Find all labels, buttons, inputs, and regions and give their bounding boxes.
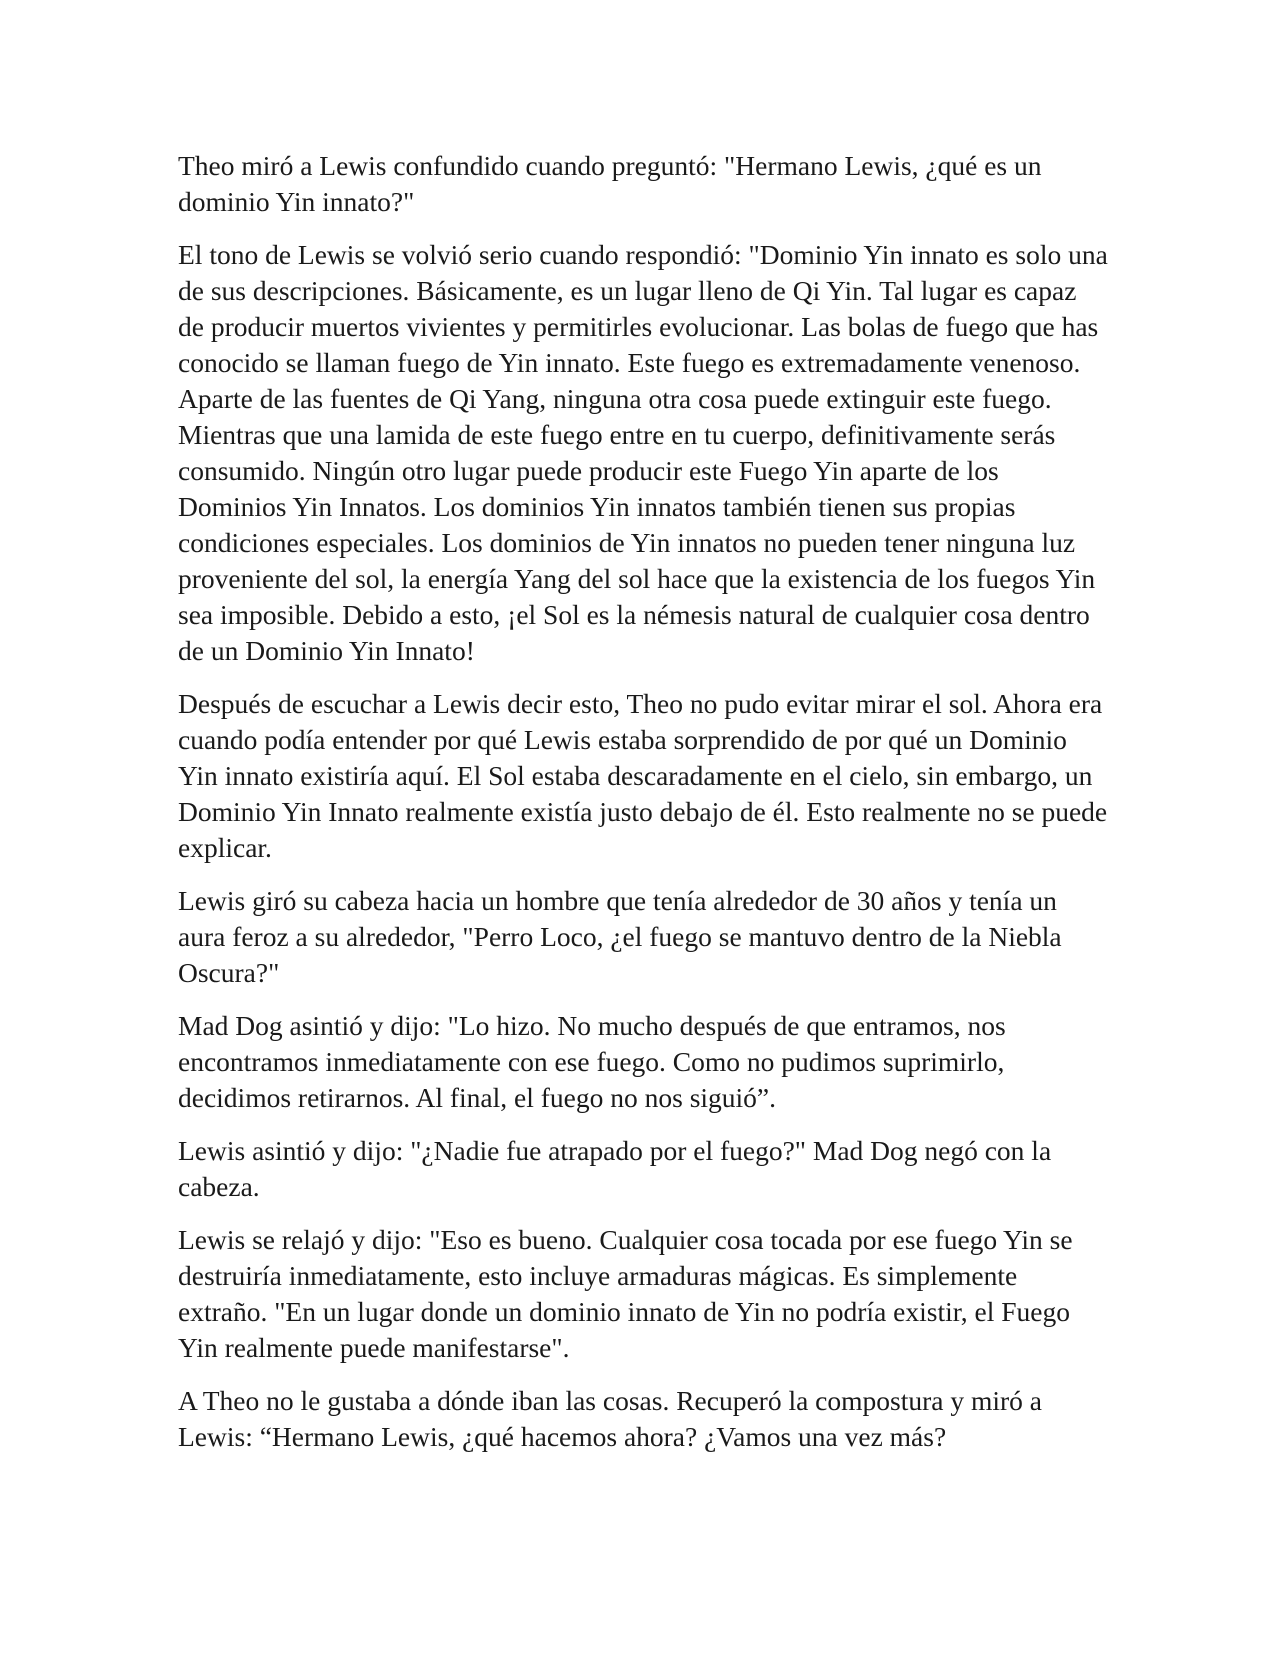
paragraph-4: Lewis giró su cabeza hacia un hombre que tenía alrededor de 30 años y tenía un aura feroz a su alrededor, "Perro Loco, ¿el fuego se mantuvo dentro de la Niebla Oscura?" <box>178 885 1062 988</box>
paragraph-7: Lewis se relajó y dijo: "Eso es bueno. Cualquier cosa tocada por ese fuego Yin se destruiría inmediatamente, esto incluye armaduras mágicas. Es simplemente extraño. "En un lugar donde un dominio innato de Yin no podría existir, el Fuego Yin realmente puede manifestarse". <box>178 1224 1073 1363</box>
paragraph-2: El tono de Lewis se volvió serio cuando respondió: "Dominio Yin innato es solo una de sus descripciones. Básicamente, es un lugar lleno de Qi Yin. Tal lugar es capaz de producir muertos vivientes y permitirles evolucionar. Las bolas de fuego que has conocido se llaman fuego de Yin innato. Este fuego es extremadamente venenoso. Aparte de las fuentes de Qi Yang, ninguna otra cosa puede extinguir este fuego. Mientras que una lamida de este fuego entre en tu cuerpo, definitivamente serás consumido. Ningún otro lugar puede producir este Fuego Yin aparte de los Dominios Yin Innatos. Los dominios Yin innatos también tienen sus propias condiciones especiales. Los dominios de Yin innatos no pueden tener ninguna luz proveniente del sol, la energía Yang del sol hace que la existencia de los fuegos Yin sea imposible. Debido a esto, ¡el Sol es la némesis natural de cualquier cosa dentro de un Dominio Yin Innato! <box>178 239 1108 666</box>
paragraph-1: Theo miró a Lewis confundido cuando preguntó: "Hermano Lewis, ¿qué es un dominio Yin innato?" <box>178 150 1042 217</box>
paragraph-8: A Theo no le gustaba a dónde iban las cosas. Recuperó la compostura y miró a Lewis: “Hermano Lewis, ¿qué hacemos ahora? ¿Vamos una vez más? <box>178 1385 1042 1452</box>
paragraph-5: Mad Dog asintió y dijo: "Lo hizo. No mucho después de que entramos, nos encontramos inmediatamente con ese fuego. Como no pudimos suprimirlo, decidimos retirarnos. Al final, el fuego no nos siguió”. <box>178 1010 1006 1113</box>
paragraph-3: Después de escuchar a Lewis decir esto, Theo no pudo evitar mirar el sol. Ahora era cuando podía entender por qué Lewis estaba sorprendido de por qué un Dominio Yin innato existiría aquí. El Sol estaba descaradamente en el cielo, sin embargo, un Dominio Yin Innato realmente existía justo debajo de él. Esto realmente no se puede explicar. <box>178 688 1108 863</box>
paragraph-6: Lewis asintió y dijo: "¿Nadie fue atrapado por el fuego?" Mad Dog negó con la cabeza. <box>178 1135 1052 1202</box>
document-body <box>178 148 1108 1472</box>
